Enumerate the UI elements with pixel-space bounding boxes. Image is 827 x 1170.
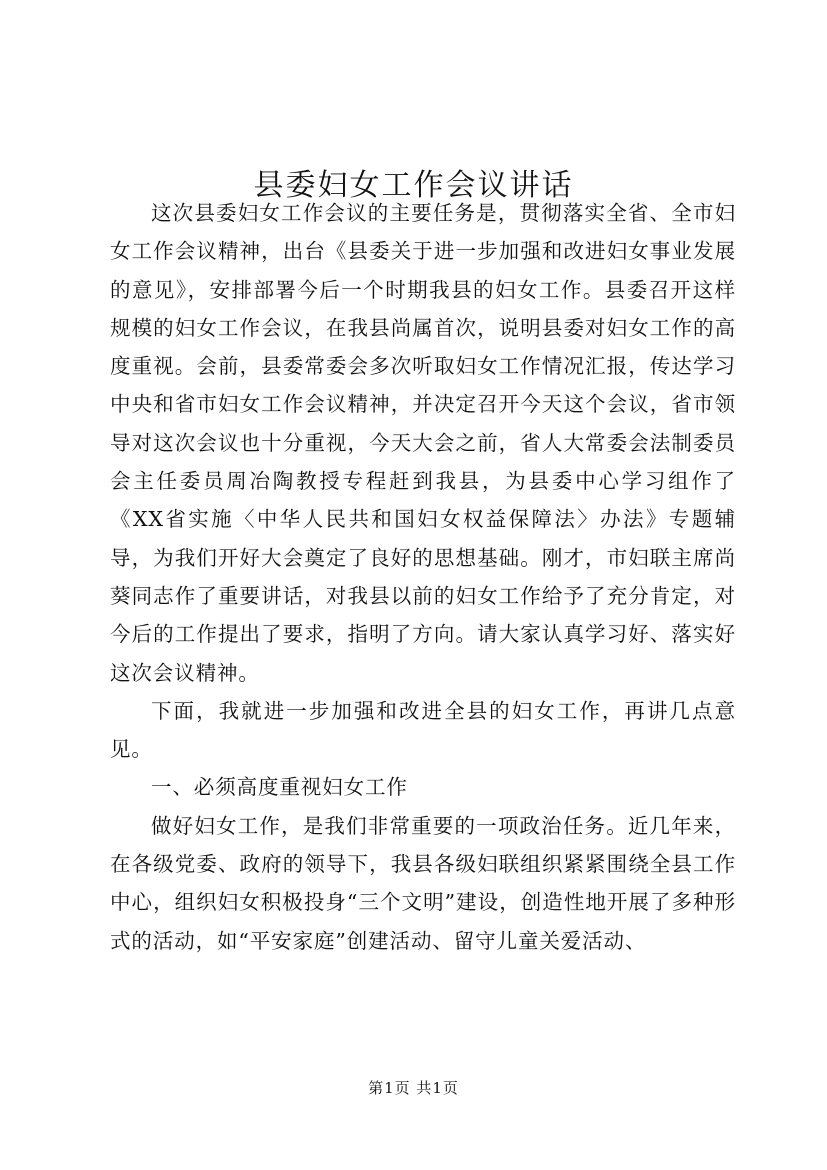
body-paragraph: 下面，我就进一步加强和改进全县的妇女工作，再讲几点意见。 [110,698,736,762]
section-heading: 一、必须高度重视妇女工作 [151,775,408,800]
document-title: 县委妇女工作会议讲话 [253,168,574,204]
body-paragraph: 这次县委妇女工作会议的主要任务是，贯彻落实全省、全市妇女工作会议精神，出台《县委关于进一步加强和改进妇女事业发展的意见》，安排部署今后一个时期我县的妇女工作。县委召开这样规模的妇女工作会议，在我县尚属首次，说明县委对妇女工作的高度重视。会前，县委常委会多次听取妇女工作情况汇报，传达学习中央和省市妇女工作会议精神，并决定召开今天这个会议，省市领导对这次会议也十分重视，今天大会之前，省人大常委会法制委员会主任委员周冶陶教授专程赶到我县，为县委中心学习组作了《XX省实施〈中华人民共和国妇女权益保障法〉办法》专题辅导，为我们开好大会奠定了良好的思想基础。刚才，市妇联主席尚葵同志作了重要讲话，对我县以前的妇女工作给予了充分肯定，对今后的工作提出了要求，指明了方向。请大家认真学习好、落实好这次会议精神。 [110,201,736,685]
page-footer: 第1页 共1页 [368,1079,459,1097]
document-body [110,194,736,960]
body-paragraph: 做好妇女工作，是我们非常重要的一项政治任务。近几年来，在各级党委、政府的领导下，我县各级妇联组织紧紧围绕全县工作中心，组织妇女积极投身“三个文明”建设，创造性地开展了多种形式的活动，如“平安家庭”创建活动、留守儿童关爱活动、 [110,813,736,953]
